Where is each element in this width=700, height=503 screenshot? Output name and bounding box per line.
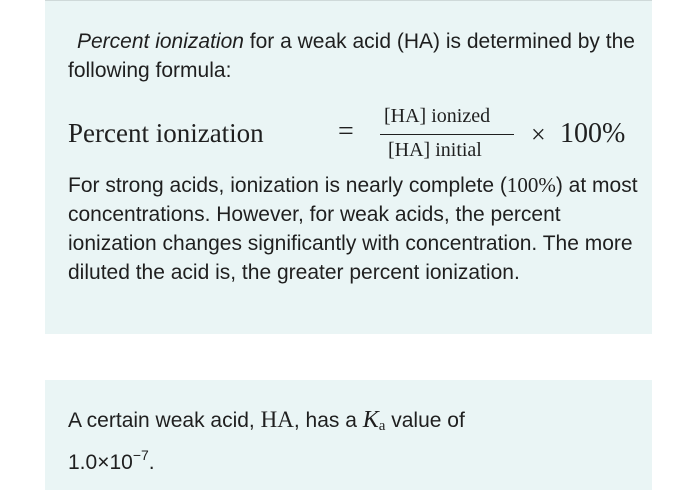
acid-symbol: HA (260, 407, 294, 432)
formula-times: × (531, 120, 546, 149)
ka-subscript: a (378, 418, 386, 434)
ka-symbol (363, 409, 386, 432)
percent-ionization-formula (68, 104, 643, 166)
ka-value-end: . (148, 451, 155, 474)
ka-letter: K (362, 407, 379, 433)
ka-value-mantissa: 1.0×10 (68, 451, 133, 474)
body-text-1: For strong acids, ionization is nearly complete ( (68, 174, 507, 197)
question-card (45, 380, 652, 490)
ka-value-exponent: −7 (132, 447, 149, 463)
formula-percent: 100% (560, 118, 626, 149)
question-text-3: value of (385, 409, 465, 432)
intro-text: for a weak acid (HA) is determined by the following formula: (68, 30, 635, 82)
intro-lead: Percent ionization (77, 30, 244, 53)
question-text-2: , has a (293, 409, 363, 432)
strong-weak-paragraph (68, 171, 638, 287)
body-text-2: ) at most concentrations. However, for weak acids, the percent ionization changes significantly with concentration. The more diluted the acid is, the greater percent ionization. (68, 174, 638, 284)
body-percent: 100% (506, 173, 556, 197)
question-paragraph (68, 405, 638, 477)
formula-numerator: [HA] ionized (384, 105, 491, 127)
question-text-1: A certain weak acid, (68, 409, 261, 432)
formula-fraction (380, 104, 518, 166)
intro-paragraph (68, 27, 638, 85)
formula-lhs: Percent ionization (68, 118, 264, 148)
formula-equals: = (338, 116, 354, 147)
info-card (45, 0, 652, 334)
formula-denominator: [HA] initial (388, 139, 482, 161)
fraction-bar (380, 134, 514, 135)
